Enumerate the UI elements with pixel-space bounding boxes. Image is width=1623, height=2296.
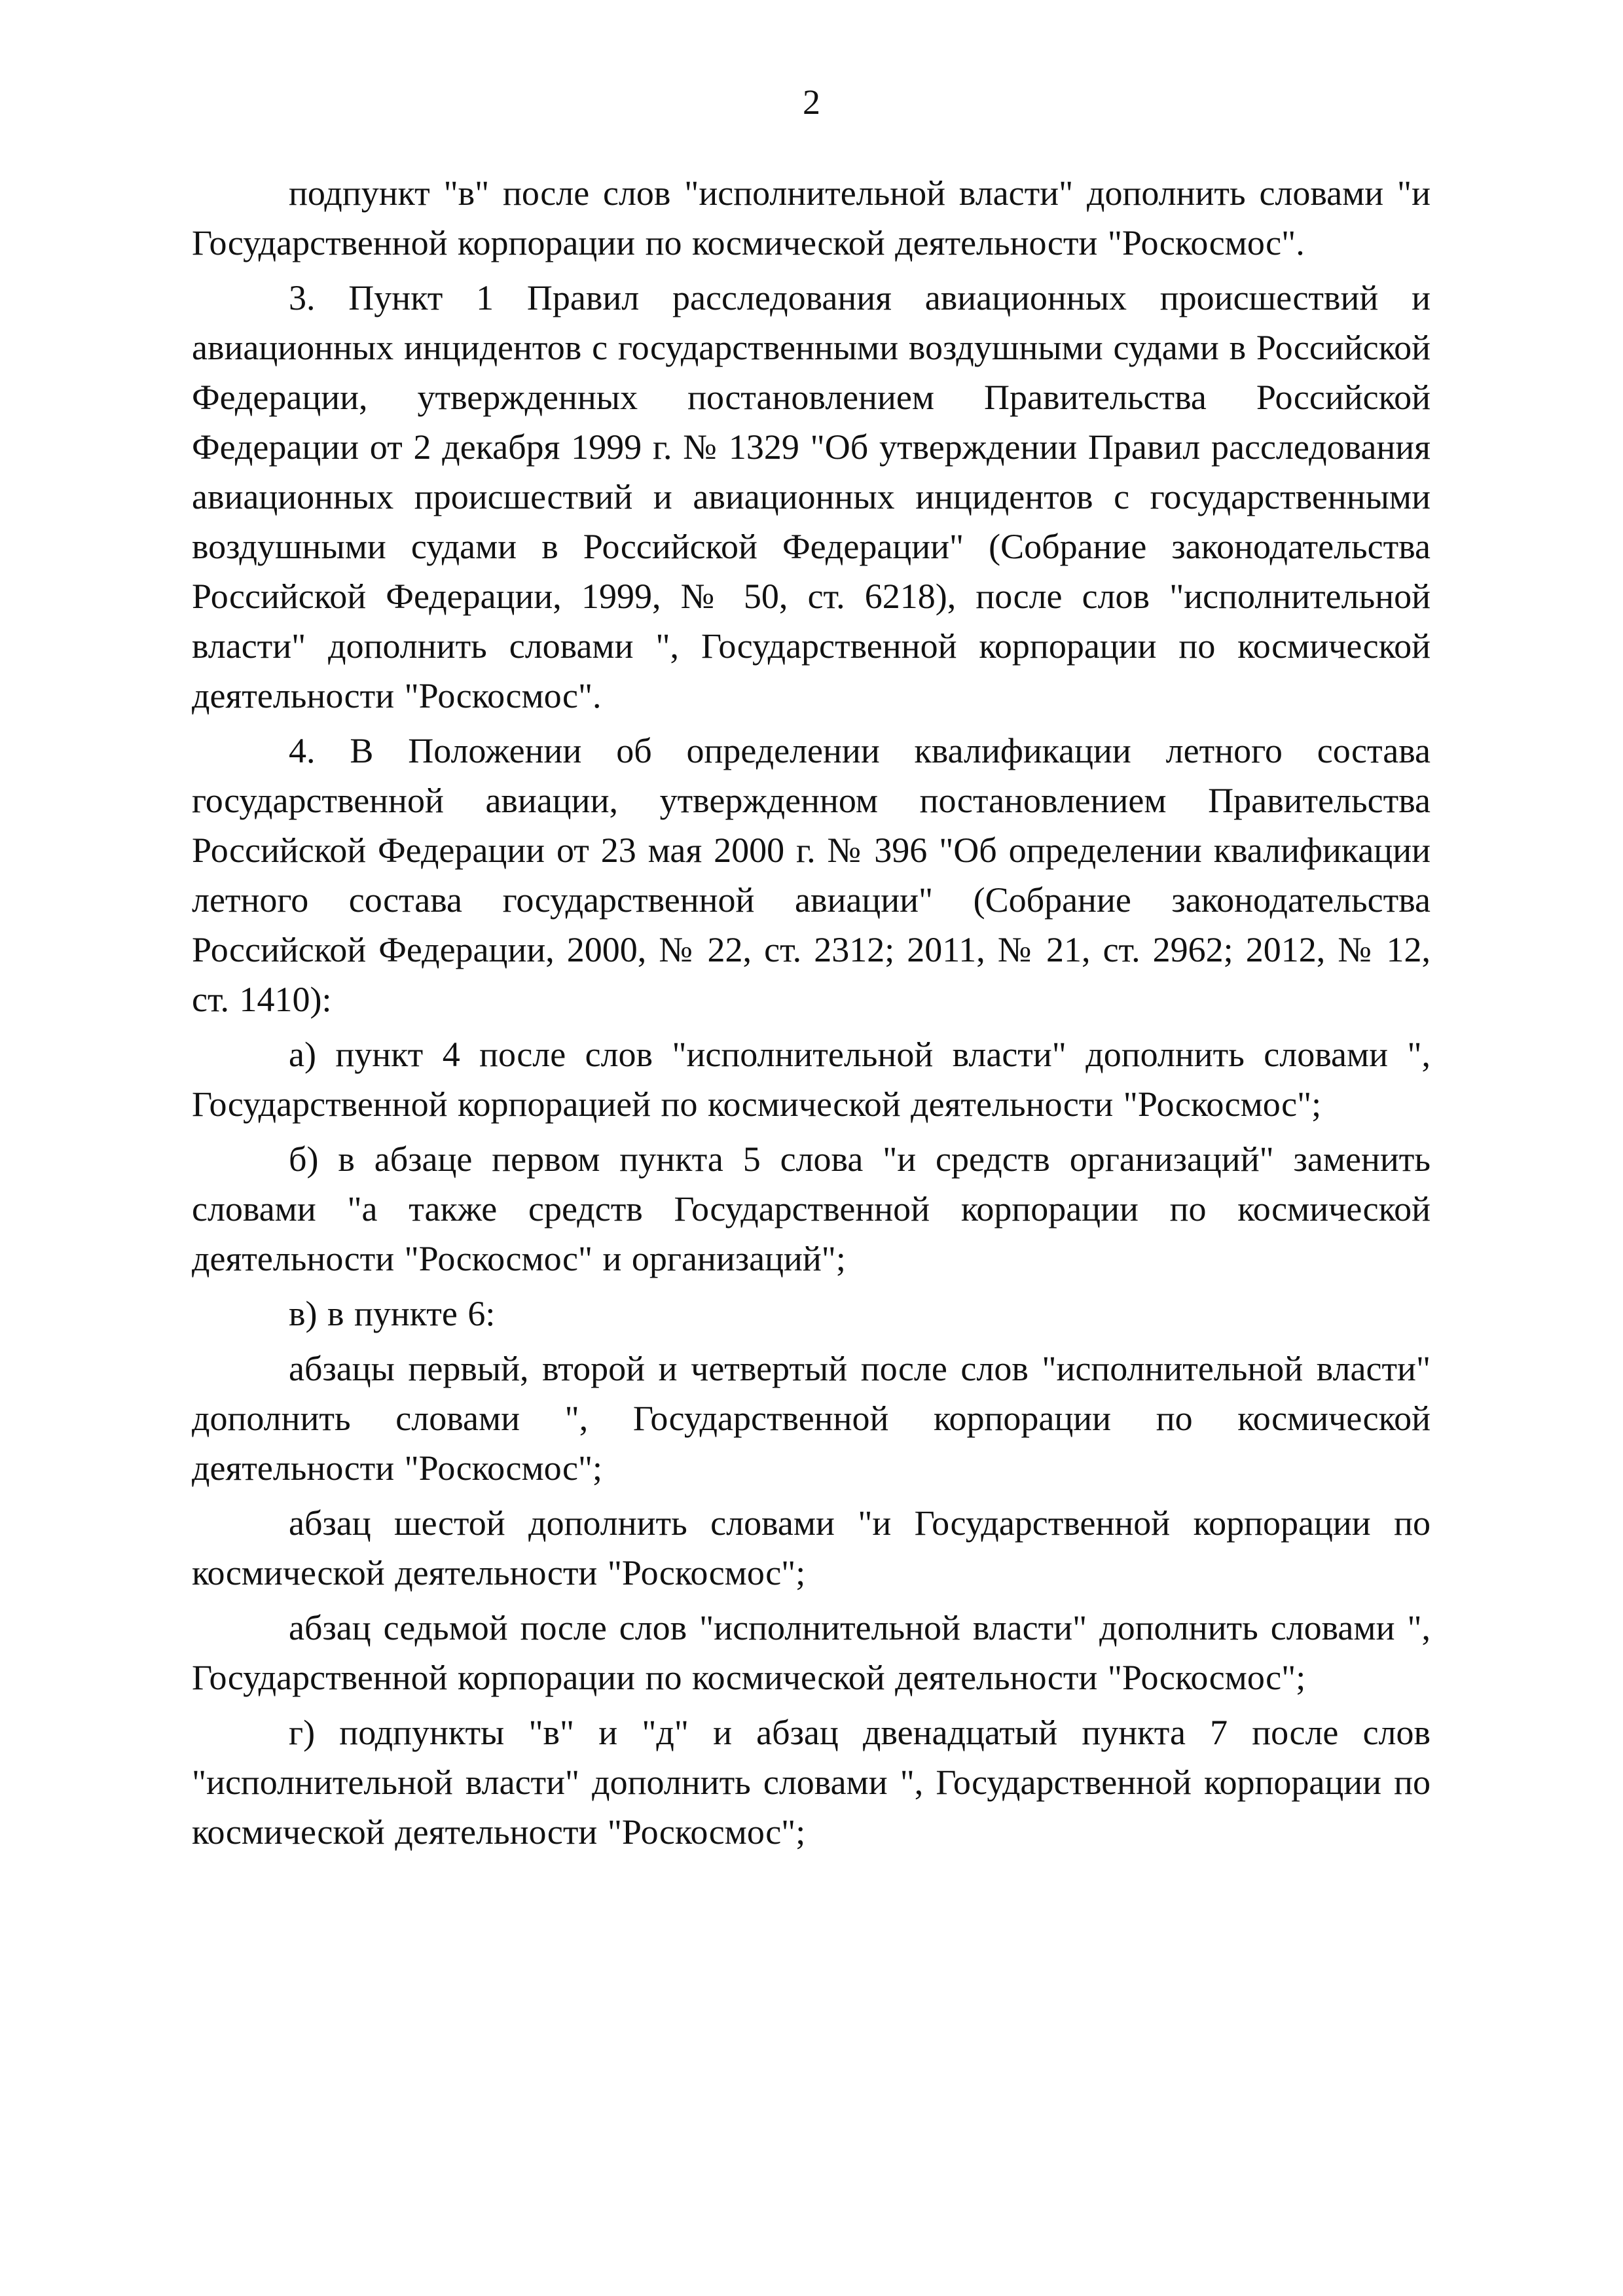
page-number: 2 <box>803 82 820 122</box>
document-body <box>192 168 1431 1862</box>
paragraph-item-4a: а) пункт 4 после слов "исполнительной власти" дополнить словами ", Государственной корпорацией по космической деятельности "Роскосмос"; <box>192 1035 1431 1124</box>
paragraph-subitem-v-continuation: подпункт "в" после слов "исполнительной власти" дополнить словами "и Государственной корпорации по космической деятельности "Роскосмос". <box>192 173 1431 262</box>
paragraph-item-4v-abzac-7: абзац седьмой после слов "исполнительной власти" дополнить словами ", Государственной корпорации по космической деятельности "Роскосмос"; <box>192 1608 1431 1697</box>
paragraph-item-4: 4. В Положении об определении квалификации летного состава государственной авиации, утвержденном постановлением Правительства Российской Федерации от 23 мая 2000 г. № 396 "Об определении квалификации летного состава государственной авиации" (Собрание законодательства Российской Федерации, 2000, № 22, ст. 2312; 2011, № 21, ст. 2962; 2012, № 12, ст. 1410): <box>192 731 1431 1019</box>
paragraph-item-4v-abzac-6: абзац шестой дополнить словами "и Государственной корпорации по космической деятельности "Роскосмос"; <box>192 1503 1431 1592</box>
paragraph-item-4g: г) подпункты "в" и "д" и абзац двенадцатый пункта 7 после слов "исполнительной власти" дополнить словами ", Государственной корпорации по космической деятельности "Роскосмос"; <box>192 1713 1431 1852</box>
paragraph-item-4v: в) в пункте 6: <box>289 1294 496 1333</box>
paragraph-item-4b: б) в абзаце первом пункта 5 слова "и средств организаций" заменить словами "а также средств Государственной корпорации по космической деятельности "Роскосмос" и организаций"; <box>192 1139 1431 1278</box>
paragraph-item-3: 3. Пункт 1 Правил расследования авиационных происшествий и авиационных инцидентов с государственными воздушными судами в Российской Федерации, утвержденных постановлением Правительства Российской Федерации от 2 декабря 1999 г. № 1329 "Об утверждении Правил расследования авиационных происшествий и авиационных инцидентов с государственными воздушными судами в Российской Федерации" (Собрание законодательства Российской Федерации, 1999, № 50, ст. 6218), после слов "исполнительной власти" дополнить словами ", Государственной корпорации по космической деятельности "Роскосмос". <box>192 278 1431 715</box>
paragraph-item-4v-abzacy: абзацы первый, второй и четвертый после слов "исполнительной власти" дополнить словами ", Государственной корпорации по космической деятельности "Роскосмос"; <box>192 1349 1431 1488</box>
